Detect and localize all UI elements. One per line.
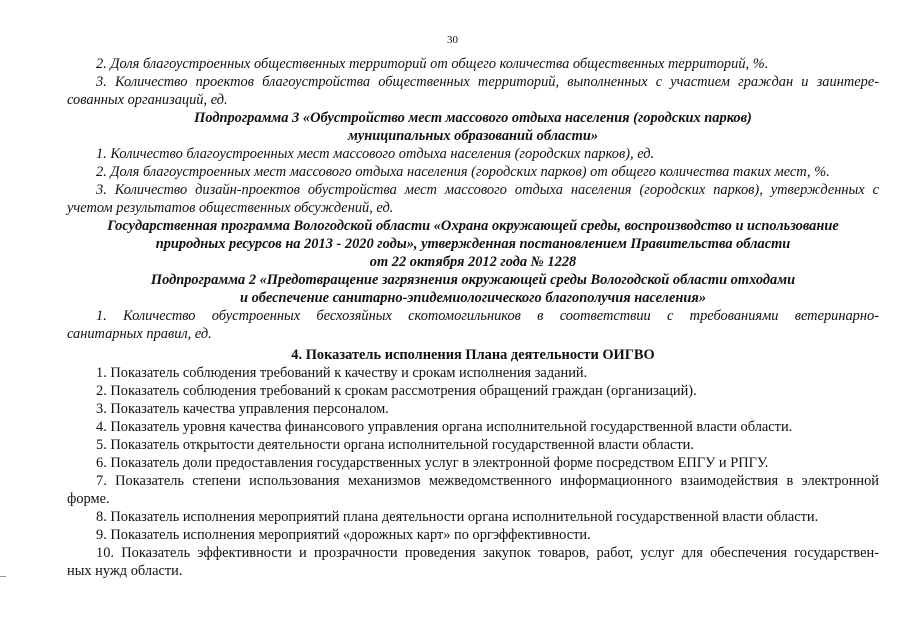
performance-indicator: 5. Показатель открытости деятельности органа исполнительной государственной власти области. [96,437,694,453]
subprogram-heading: Подпрограмма 2 «Предотвращение загрязнения окружающей среды Вологодской области отходами [150,272,796,288]
indicator-line: 2. Доля благоустроенных общественных территорий от общего количества общественных территорий, %. [96,56,769,72]
section-heading: 4. Показатель исполнения Плана деятельности ОИГВО [291,347,655,363]
indicator-line-continuation: учетом результатов общественных обсуждений, ед. [67,200,394,216]
indicator-line: 3. Количество дизайн-проектов обустройства мест массового отдыха населения (городских парков), утвержденных с [96,182,879,198]
performance-indicator-continuation: ных нужд области. [67,563,183,579]
performance-indicator: 4. Показатель уровня качества финансового управления органа исполнительной государственной власти области. [96,419,793,435]
margin-tick [0,576,6,577]
indicator-line-continuation: сованных организаций, ед. [67,92,228,108]
program-heading: природных ресурсов на 2013 - 2020 годы», утвержденная постановлением Правительства области [155,236,791,252]
performance-indicator: 1. Показатель соблюдения требований к качеству и срокам исполнения заданий. [96,365,588,381]
performance-indicator: 6. Показатель доли предоставления государственных услуг в электронной форме посредством ЕПГУ и РПГУ. [96,455,769,471]
performance-indicator: 10. Показатель эффективности и прозрачности проведения закупок товаров, работ, услуг для обеспечения государствен- [96,545,879,561]
document-body [67,55,879,580]
subprogram-heading: муниципальных образований области» [347,128,599,144]
indicator-line: 2. Доля благоустроенных мест массового отдыха населения (городских парков) от общего количества таких мест, %. [96,164,830,180]
indicator-line: 1. Количество обустроенных бесхозяйных скотомогильников в соответствии с требованиями ветеринарно- [96,308,879,324]
program-heading: от 22 октября 2012 года № 1228 [369,254,577,270]
performance-indicator-continuation: форме. [67,491,110,507]
page-number: 30 [447,34,458,46]
subprogram-heading: и обеспечение санитарно-эпидемиологического благополучия населения» [239,290,707,306]
indicator-line-continuation: санитарных правил, ед. [67,326,212,342]
program-heading: Государственная программа Вологодской области «Охрана окружающей среды, воспроизводство и использование [107,218,839,234]
indicator-line: 1. Количество благоустроенных мест массового отдыха населения (городских парков), ед. [96,146,655,162]
subprogram-heading: Подпрограмма 3 «Обустройство мест массового отдыха населения (городских парков) [194,110,752,126]
performance-indicator: 2. Показатель соблюдения требований к срокам рассмотрения обращений граждан (организаций). [96,383,697,399]
performance-indicator: 7. Показатель степени использования механизмов межведомственного информационного взаимодействия в электронной [96,473,879,489]
performance-indicator: 3. Показатель качества управления персоналом. [96,401,389,417]
performance-indicator: 9. Показатель исполнения мероприятий «дорожных карт» по оргэффективности. [96,527,591,543]
performance-indicator: 8. Показатель исполнения мероприятий плана деятельности органа исполнительной государственной власти области. [96,509,819,525]
indicator-line: 3. Количество проектов благоустройства общественных территорий, выполненных с участием граждан и заинтере- [96,74,879,90]
